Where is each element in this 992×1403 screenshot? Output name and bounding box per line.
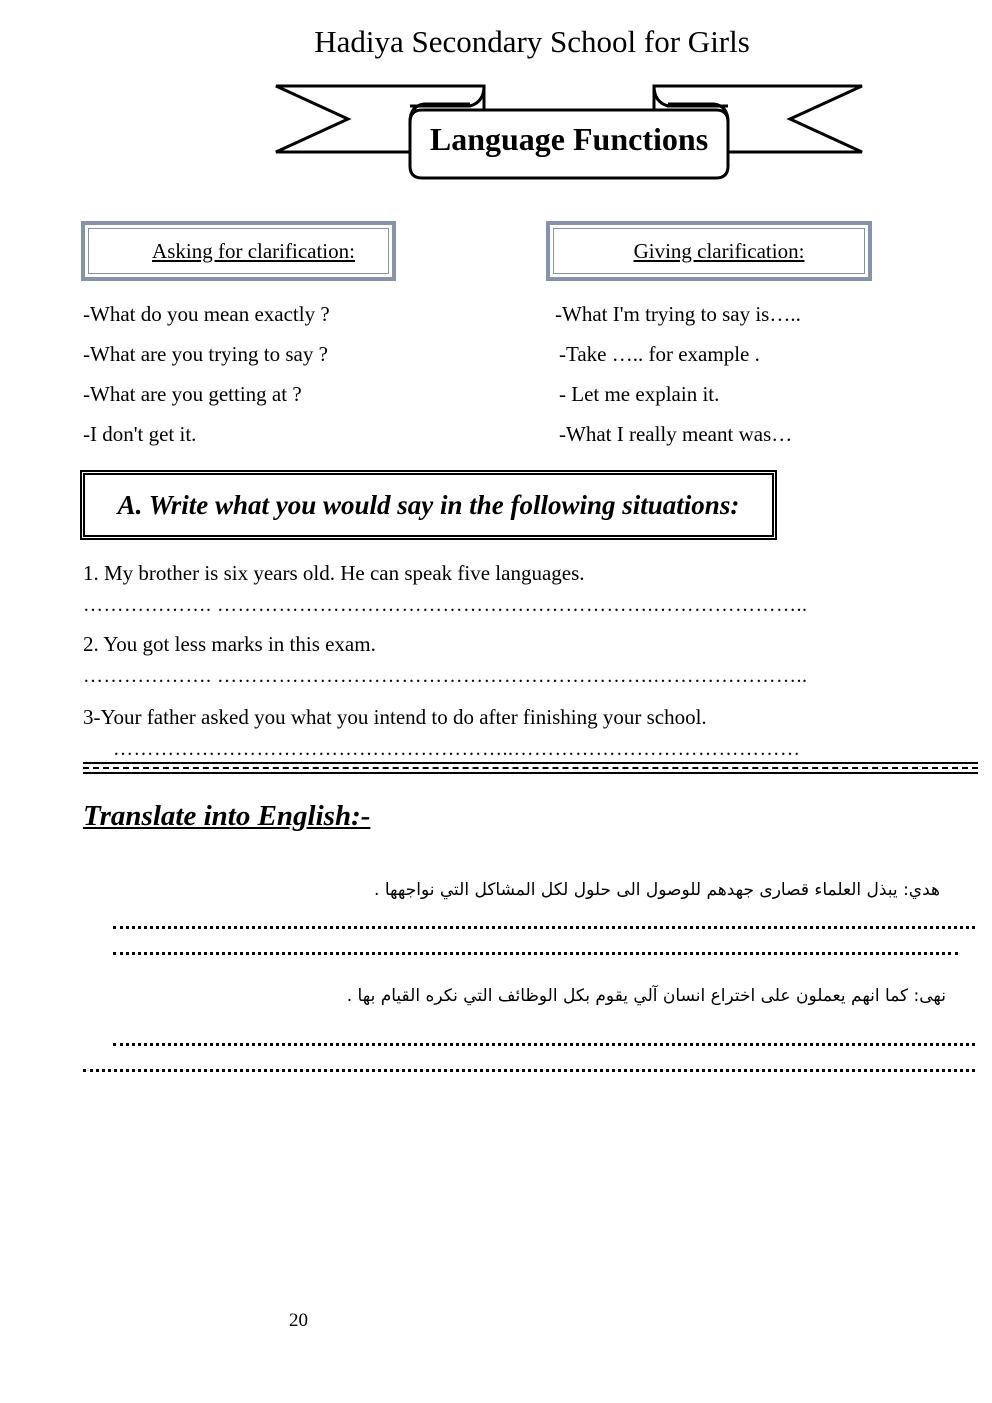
giving-phrase: -What I really meant was…: [559, 422, 793, 446]
giving-clarification-label: [546, 221, 872, 281]
arabic-sentence: نهى: كما انهم يعملون على اختراع انسان آلي يقوم بكل الوظائف التي نكره القيام بها .: [346, 986, 946, 1006]
answer-line[interactable]: ………………. ……………………………………………………….…………………..: [83, 594, 808, 616]
giving-phrase: -What I'm trying to say is…..: [555, 302, 801, 326]
task-heading-box: [80, 470, 777, 540]
asking-label-text: Asking for clarification:: [152, 238, 355, 263]
page-title: Language Functions: [429, 120, 709, 157]
asking-phrase: -What do you mean exactly ?: [83, 302, 330, 326]
asking-phrase: -I don't get it.: [83, 422, 197, 446]
answer-line[interactable]: ………………. ……………………………………………………….…………………..: [83, 665, 808, 687]
situation-item: 3-Your father asked you what you intend to do after finishing your school.: [83, 705, 707, 729]
section-divider-middle: [83, 767, 978, 769]
giving-phrase: - Let me explain it.: [559, 382, 720, 406]
school-title: Hadiya Secondary School for Girls: [314, 24, 750, 59]
asking-clarification-label: [81, 221, 396, 281]
task-heading: A. Write what you would say in the following situations:: [117, 489, 740, 520]
arabic-sentence: هدي: يبذل العلماء قصارى جهدهم للوصول الى حلول لكل المشاكل التي نواجهها .: [374, 880, 940, 900]
asking-phrase: -What are you getting at ?: [83, 382, 302, 406]
page-number: 20: [289, 1310, 308, 1331]
situation-item: 2. You got less marks in this exam.: [83, 632, 376, 656]
answer-line[interactable]: [113, 926, 975, 929]
situation-item: 1. My brother is six years old. He can speak five languages.: [83, 561, 585, 585]
answer-line[interactable]: …………………………………………………..……………………………………: [113, 738, 801, 760]
giving-label-text: Giving clarification:: [633, 238, 805, 263]
answer-line[interactable]: [113, 952, 958, 955]
answer-line[interactable]: [113, 1043, 975, 1046]
translate-heading: Translate into English:-: [83, 800, 371, 832]
answer-line[interactable]: [83, 1069, 975, 1072]
giving-phrase: -Take ….. for example .: [559, 342, 760, 366]
asking-phrase: -What are you trying to say ?: [83, 342, 328, 366]
